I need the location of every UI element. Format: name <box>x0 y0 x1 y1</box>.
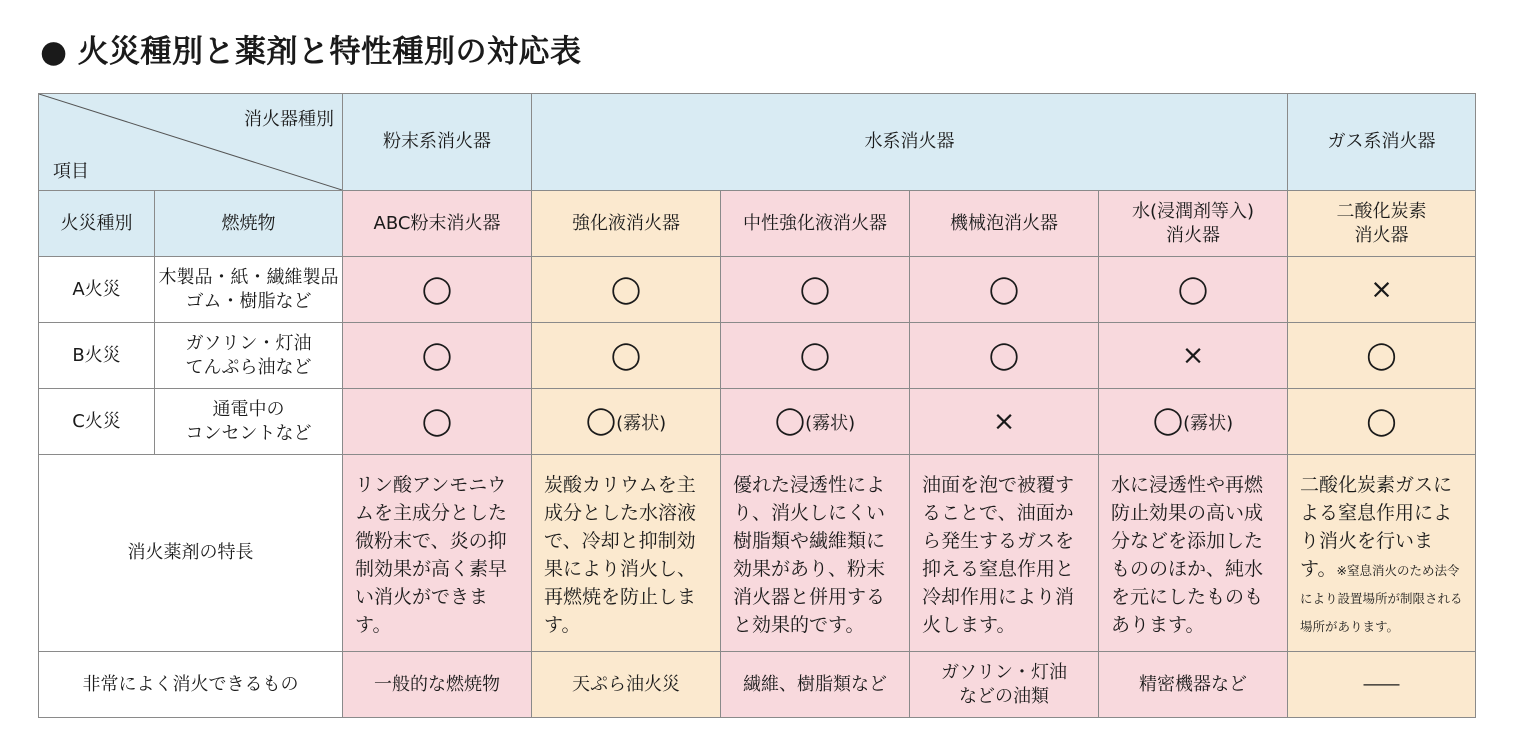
feature-text: 水に浸透性や再燃防止効果の高い成分などを添加したもののほか、純水を元にしたものもあります。 <box>1099 455 1288 652</box>
best-for-value: 精密機器など <box>1099 652 1288 718</box>
suitability-mark-mist <box>532 389 721 455</box>
fire-row-b <box>39 323 1476 389</box>
best-for-value: ―― <box>1288 652 1476 718</box>
feature-text: 優れた浸透性により、消火しにくい樹脂類や繊維類に効果があり、粉末消火器と併用すると効果的です。 <box>721 455 910 652</box>
mist-note: (霧状) <box>1183 413 1234 434</box>
mist-note: (霧状) <box>616 413 667 434</box>
fire-type-header: 火災種別 <box>39 191 155 257</box>
suitability-mark: ◯ <box>343 389 532 455</box>
best-for-value: 一般的な燃焼物 <box>343 652 532 718</box>
suitability-mark: ◯ <box>910 257 1099 323</box>
suitability-mark: ◯ <box>1099 257 1288 323</box>
best-for-label: 非常によく消火できるもの <box>39 652 343 718</box>
feature-text: リン酸アンモニウムを主成分とした微粉末で、炎の抑制効果が高く素早い消火ができます。 <box>343 455 532 652</box>
suitability-mark: × <box>1288 257 1476 323</box>
extinguisher-header-co2: 二酸化炭素 消火器 <box>1288 191 1476 257</box>
combustible-header: 燃焼物 <box>155 191 343 257</box>
feature-text: 油面を泡で被覆することで、油面から発生するガスを抑える窒息作用と冷却作用により消火します。 <box>910 455 1099 652</box>
fire-row-a <box>39 257 1476 323</box>
powder-group-header: 粉末系消火器 <box>343 94 532 191</box>
extinguisher-header-neutral-reinforced: 中性強化液消火器 <box>721 191 910 257</box>
suitability-mark: ◯ <box>343 257 532 323</box>
combustible-cell: 木製品・紙・繊維製品 ゴム・樹脂など <box>155 257 343 323</box>
fire-type-cell: B火災 <box>39 323 155 389</box>
feature-text: 炭酸カリウムを主成分とした水溶液で、冷却と抑制効果により消火し、再燃焼を防止します。 <box>532 455 721 652</box>
header-row <box>39 94 1476 191</box>
mist-note: (霧状) <box>805 413 856 434</box>
suitability-mark: ◯ <box>1288 389 1476 455</box>
suitability-mark: ◯ <box>532 257 721 323</box>
suitability-mark: × <box>910 389 1099 455</box>
extinguisher-header-water: 水(浸潤剤等入) 消火器 <box>1099 191 1288 257</box>
suitability-mark: ◯ <box>910 323 1099 389</box>
extinguisher-header-reinforced-liquid: 強化液消火器 <box>532 191 721 257</box>
subheader-row <box>39 191 1476 257</box>
best-for-value: 繊維、樹脂類など <box>721 652 910 718</box>
suitability-mark: × <box>1099 323 1288 389</box>
fire-type-cell: C火災 <box>39 389 155 455</box>
extinguisher-type-label: 消火器種別 <box>244 109 334 130</box>
suitability-mark: ◯ <box>774 405 806 436</box>
title-text: 火災種別と薬剤と特性種別の対応表 <box>77 34 582 70</box>
features-label: 消火薬剤の特長 <box>39 455 343 652</box>
feature-text: 二酸化炭素ガスによる窒息作用により消火を行います。 <box>1300 474 1453 580</box>
combustible-cell: 通電中の コンセントなど <box>155 389 343 455</box>
suitability-mark-mist <box>1099 389 1288 455</box>
suitability-mark: ◯ <box>585 405 617 436</box>
suitability-mark: ◯ <box>721 257 910 323</box>
bullet-icon: ● <box>40 34 68 70</box>
gas-note: ※窒息消火のため法令により設置場所が制限される場所があります。 <box>1300 563 1463 634</box>
combustible-cell: ガソリン・灯油 てんぷら油など <box>155 323 343 389</box>
suitability-mark: ◯ <box>1152 405 1184 436</box>
extinguisher-header-mechanical-foam: 機械泡消火器 <box>910 191 1099 257</box>
suitability-mark-mist <box>721 389 910 455</box>
features-row <box>39 455 1476 652</box>
header-corner-cell <box>39 94 343 191</box>
fire-row-c <box>39 389 1476 455</box>
extinguisher-table <box>38 93 1476 718</box>
suitability-mark: ◯ <box>532 323 721 389</box>
best-for-row <box>39 652 1476 718</box>
page-title <box>40 26 582 71</box>
extinguisher-header-abc-powder: ABC粉末消火器 <box>343 191 532 257</box>
feature-text-co2 <box>1288 455 1476 652</box>
water-group-header: 水系消火器 <box>532 94 1288 191</box>
fire-type-cell: A火災 <box>39 257 155 323</box>
item-label: 項目 <box>53 161 89 182</box>
gas-group-header: ガス系消火器 <box>1288 94 1476 191</box>
suitability-mark: ◯ <box>343 323 532 389</box>
best-for-value: 天ぷら油火災 <box>532 652 721 718</box>
suitability-mark: ◯ <box>721 323 910 389</box>
suitability-mark: ◯ <box>1288 323 1476 389</box>
best-for-value: ガソリン・灯油 などの油類 <box>910 652 1099 718</box>
